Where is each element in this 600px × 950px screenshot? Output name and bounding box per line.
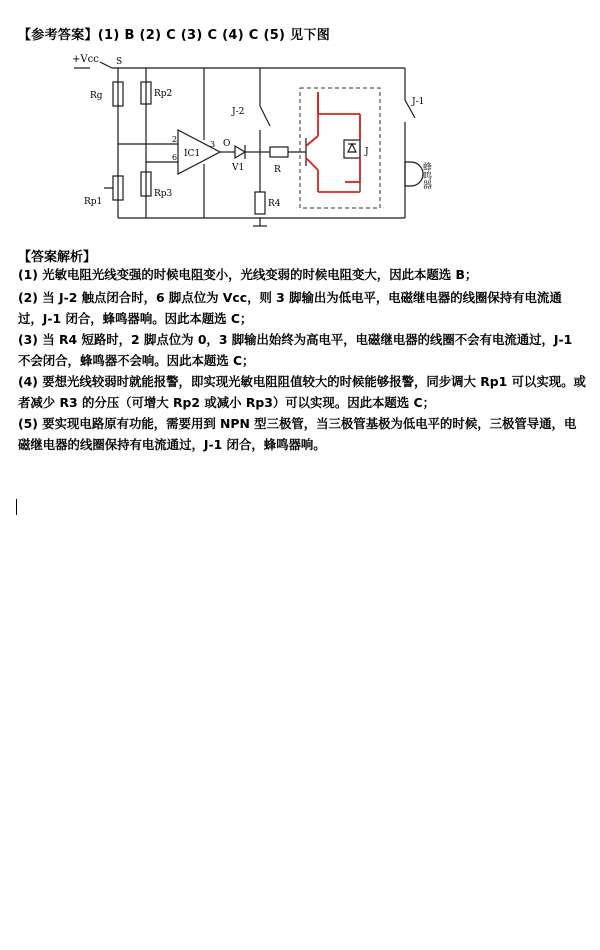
analysis-paragraph-3: (3) 当 R4 短路时，2 脚点位为 0，3 脚输出始终为高电平，电磁继电器的线圈不会有电流通过，J-1 不会闭合，蜂鸣器不会响。因此本题选 C；	[18, 332, 573, 368]
label-vcc: +Vcc	[72, 54, 99, 65]
circuit-diagram	[60, 52, 440, 232]
label-pin6: 6	[172, 153, 178, 162]
label-pin3: 3	[210, 140, 216, 149]
label-j2: J-2	[232, 107, 245, 117]
label-j1: J-1	[412, 97, 425, 107]
label-v1: V1	[232, 163, 245, 173]
text-cursor	[16, 499, 17, 515]
label-pin2: 2	[172, 135, 178, 144]
label-switch-s: S	[116, 57, 123, 67]
label-rp1: Rp1	[84, 197, 103, 207]
analysis-paragraph-1: (1) 光敏电阻光线变强的时候电阻变小，光线变弱的时候电阻变大，因此本题选 B；	[18, 267, 478, 282]
label-r: R	[274, 165, 281, 175]
label-rp3: Rp3	[154, 189, 173, 199]
analysis-paragraph-5: (5) 要实现电路原有功能，需要用到 NPN 型三极管，当三极管基极为低电平的时候，三极管导通，电磁继电器的线圈保持有电流通过，J-1 闭合，蜂鸣器响。	[18, 416, 577, 452]
label-buzzer: 蜂鸣器	[421, 162, 431, 189]
label-rp2: Rp2	[154, 89, 173, 99]
label-ic1: IC1	[184, 149, 201, 159]
label-coil-j: J	[365, 147, 369, 157]
analysis-paragraph-4: (4) 要想光线较弱时就能报警，即实现光敏电阻阻值较大的时候能够报警，同步调大 Rp1 可以实现。或者减少 R3 的分压（可增大 Rp2 或减小 Rp3）可以实现。因此本题选 C；	[18, 374, 586, 410]
label-rg: Rg	[90, 91, 103, 101]
analysis-title: 【答案解析】	[18, 250, 97, 265]
reference-answer-line: 【参考答案】(1) B (2) C (3) C (4) C (5) 见下图	[18, 28, 331, 43]
analysis-paragraph-2: (2) 当 J-2 触点闭合时，6 脚点位为 Vcc，则 3 脚输出为低电平，电磁继电器的线圈保持有电流通过，J-1 闭合，蜂鸣器响。因此本题选 C；	[18, 290, 562, 326]
label-output: O	[223, 139, 231, 149]
label-r4: R4	[268, 199, 281, 209]
